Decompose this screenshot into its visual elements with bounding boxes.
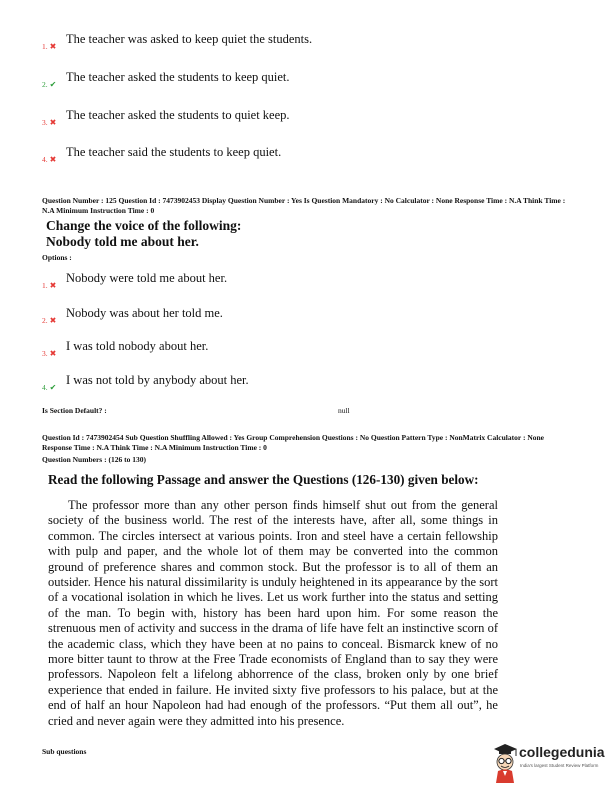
option-text: I was told nobody about her. — [66, 339, 209, 353]
cross-icon: ✖ — [49, 155, 57, 164]
option-number: 4. ✔ — [42, 383, 57, 392]
option-number: 4. ✖ — [42, 155, 57, 164]
option-text: The teacher asked the students to quiet keep. — [66, 108, 290, 122]
option-text: The teacher said the students to keep quiet. — [66, 145, 282, 159]
option-text: Nobody were told me about her. — [66, 271, 228, 285]
option-number: 3. ✖ — [42, 349, 57, 358]
passage-text: The professor more than any other person finds himself shut out from the general society of the business world. The rest of the interests have, after all, some things in common. The circles intersect at various points. Iron and steel have a certain fellowship with pulp and paper, and the whole lot of them may be converted into the common ground of preference shares and common stock. But the professor is to all of them an outsider. Hence his natural dissimilarity is unduly heightened in its appearance by the sort of a vocational isolation in which he lives. Let us work further into the status and setting of the man. To begin with, history has been hard upon him. For some reason the strenuous men of activity and success in the drama of life have felt an instinctive scorn of the academic class, which they have been at no pains to conceal. Bismarck knew of no more bitter taunt to throw at the Free Trade economists of England than to say they were professors. Napoleon felt a lifelong abhorrence of the class, broken only by one brief experience that ended in failure. He invited sixty five professors to his palace, but at the end of half an hour Napoleon had had enough of the professors. “Put them all out”, he cried and never again were they admitted into his presence. — [48, 498, 498, 728]
graduate-mascot-icon — [490, 740, 520, 784]
options-label: Options : — [42, 253, 72, 262]
comprehension-meta: Question Id : 7473902454 Sub Question Shuffling Allowed : Yes Group Comprehension Questions : No Question Pattern Type : NonMatrix Calculator : None Response Time : N.A Think Time : N.A Minimum Instruction Time : 0 — [42, 433, 544, 452]
cross-icon: ✖ — [49, 349, 57, 358]
question-numbers: Question Numbers : (126 to 130) — [42, 455, 146, 464]
section-default-value: null — [338, 406, 350, 415]
option-number: 2. ✔ — [42, 80, 57, 89]
option-number: 2. ✖ — [42, 316, 57, 325]
collegedunia-logo — [490, 740, 608, 784]
brand-name: collegedunia — [519, 744, 605, 760]
cross-icon: ✖ — [49, 118, 57, 127]
passage-heading: Read the following Passage and answer the Questions (126-130) given below: — [48, 472, 479, 487]
question-meta: Question Number : 125 Question Id : 7473902453 Display Question Number : Yes Is Question Mandatory : No Calculator : None Response Time : N.A Think Time : N.A Minimum Instruction Time : 0 — [42, 196, 566, 215]
cross-icon: ✖ — [49, 42, 57, 51]
question-instruction: Change the voice of the following: — [46, 218, 242, 233]
option-number: 1. ✖ — [42, 42, 57, 51]
cross-icon: ✖ — [49, 281, 57, 290]
sub-questions-label: Sub questions — [42, 747, 87, 756]
question-sentence: Nobody told me about her. — [46, 234, 199, 249]
option-text: The teacher was asked to keep quiet the students. — [66, 32, 313, 46]
option-text: Nobody was about her told me. — [66, 306, 223, 320]
check-icon: ✔ — [49, 80, 57, 89]
option-number: 1. ✖ — [42, 281, 57, 290]
section-default-label: Is Section Default? : — [42, 406, 107, 415]
cross-icon: ✖ — [49, 316, 57, 325]
option-text: The teacher asked the students to keep quiet. — [66, 70, 290, 84]
brand-tagline: India's largest Student Review Platform — [520, 763, 599, 768]
check-icon: ✔ — [49, 383, 57, 392]
option-number: 3. ✖ — [42, 118, 57, 127]
passage — [48, 498, 498, 729]
option-text: I was not told by anybody about her. — [66, 373, 249, 387]
